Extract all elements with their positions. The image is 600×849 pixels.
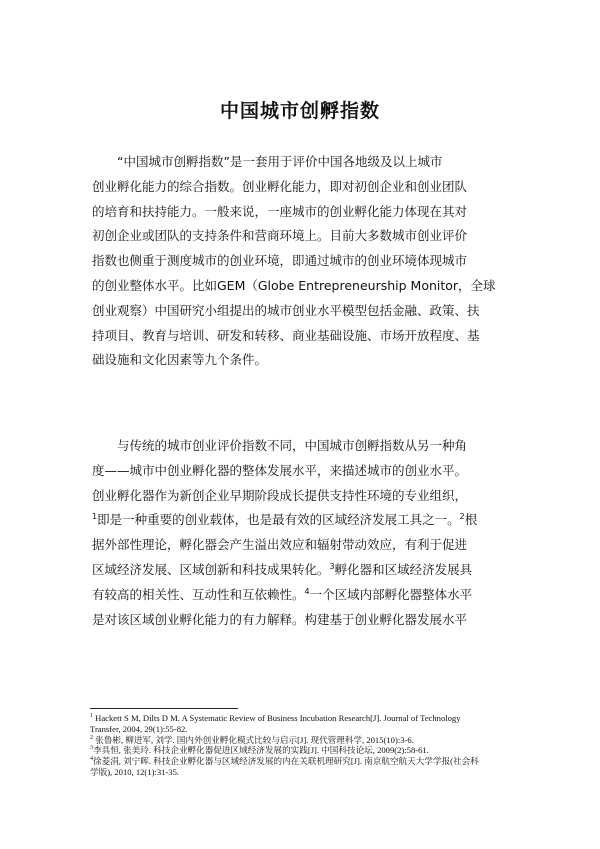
paragraph-line bbox=[92, 508, 512, 533]
paragraph-line: 持项目、教育与培训、研发和转移、商业基础设施、市场开放程度、基 bbox=[92, 327, 480, 343]
paragraph-line bbox=[92, 558, 512, 583]
footnote-number: 2 bbox=[90, 734, 93, 741]
footnote-number: 3 bbox=[90, 745, 93, 752]
paragraph-text: 区域经济发展、区域创新和科技成果转化。 bbox=[92, 561, 330, 577]
paragraph-line: 指数也侧重于测度城市的创业环境，即通过城市的创业环境体现城市 bbox=[92, 253, 468, 269]
paragraph-line: 是对该区域创业孵化能力的有力解释。构建基于创业孵化器发展水平 bbox=[92, 611, 468, 627]
footnote-item bbox=[90, 756, 520, 767]
footnote-text: 学版), 2010, 12(1):31-35. bbox=[90, 766, 180, 777]
paragraph-line: 础设施和文化因素等九个条件。 bbox=[92, 352, 268, 368]
paragraph-line: 创业孵化能力的综合指数。创业孵化能力，即对初创企业和创业团队 bbox=[92, 178, 468, 194]
footnote-number: 4 bbox=[90, 756, 93, 763]
paragraph-line: 与传统的城市创业评价指数不同，中国城市创孵指数从另一种角 bbox=[117, 438, 468, 453]
footnote-item bbox=[90, 735, 520, 746]
paragraph-text: 根 bbox=[464, 512, 478, 528]
footnote-number: 1 bbox=[90, 713, 93, 720]
paragraph-line: 创业孵化器作为新创企业早期阶段成长提供支持性环境的专业组织， bbox=[92, 487, 468, 503]
footnote-divider bbox=[90, 708, 238, 709]
footnote-item bbox=[90, 724, 520, 735]
paragraph-line: 的创业整体水平。比如GEM（Globe Entrepreneurship Monitor，全球 bbox=[92, 277, 496, 293]
footnote-text: Transfer, 2004, 29(1):55-82. bbox=[90, 723, 188, 734]
footnote-text: 徐菱涓, 刘宁晖. 科技企业孵化器与区域经济发展的内在关联机理研究[J]. 南京航空航天大学学报(社会科 bbox=[93, 756, 479, 767]
paragraph-text: 即是一种重要的创业载体，也是最有效的区域经济发展工具之一。 bbox=[97, 512, 460, 528]
footnote-item bbox=[90, 767, 520, 778]
paragraph-line: 初创企业或团队的支持条件和营商环境上。目前大多数城市创业评价 bbox=[92, 228, 468, 244]
footnote-text: Hackett S M, Dilts D M. A Systematic Review of Business Incubation Research[J]. Journal of Technology bbox=[95, 713, 461, 723]
footnote-ref[interactable]: 3 bbox=[329, 561, 335, 571]
paragraph-line: 的培育和扶持能力。一般来说，一座城市的创业孵化能力体现在其对 bbox=[92, 203, 468, 219]
paragraph-incubator bbox=[92, 434, 512, 632]
footnote-item bbox=[90, 713, 520, 724]
paragraph-line: 创业观察）中国研究小组提出的城市创业水平模型包括金融、政策、扶 bbox=[92, 302, 480, 318]
paragraph-text: 孵化器和区域经济发展具 bbox=[334, 561, 473, 577]
footnote-ref[interactable]: 4 bbox=[304, 586, 310, 596]
paragraph-line bbox=[92, 583, 512, 608]
paragraph-text: 有较高的相关性、互动性和互依赖性。 bbox=[92, 586, 305, 602]
footnote-item bbox=[90, 745, 520, 756]
paragraph-line: 度——城市中创业孵化器的整体发展水平，来描述城市的创业水平。 bbox=[92, 462, 468, 478]
footnote-ref[interactable]: 1 bbox=[92, 512, 98, 522]
paragraph-line: “中国城市创孵指数”是一套用于评价中国各地级及以上城市 bbox=[117, 154, 443, 169]
paragraph-text: 一个区域内部孵化器整体水平 bbox=[309, 586, 473, 602]
footnotes bbox=[90, 713, 520, 778]
paragraph-line: 据外部性理论，孵化器会产生溢出效应和辐射带动效应，有利于促进 bbox=[92, 537, 468, 553]
paragraph-intro bbox=[92, 150, 512, 373]
footnote-text: 李具恒, 张美玲. 科技企业孵化器促进区域经济发展的实践[J]. 中国科技论坛, 2009(2):58-61. bbox=[93, 745, 429, 756]
document-title: 中国城市创孵指数 bbox=[219, 100, 380, 122]
footnote-text: 张鲁彬, 柳进军, 刘学. 国内外创业孵化模式比较与启示[J]. 现代管理科学, 2015(10):3-6. bbox=[95, 734, 414, 745]
footnote-ref[interactable]: 2 bbox=[459, 512, 465, 522]
